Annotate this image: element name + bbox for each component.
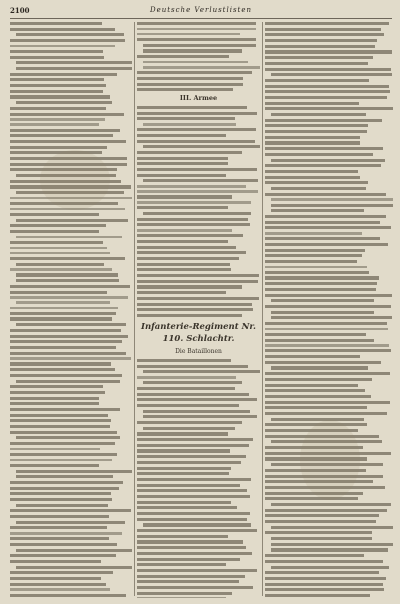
text-line	[16, 61, 132, 64]
text-line	[265, 389, 365, 392]
text-line	[265, 147, 383, 150]
text-line	[137, 112, 257, 115]
text-line	[10, 39, 125, 42]
text-line	[137, 444, 249, 447]
text-line	[265, 588, 384, 591]
text-line	[10, 230, 99, 233]
text-line	[10, 335, 128, 338]
text-line	[271, 113, 366, 116]
text-line	[265, 226, 391, 229]
text-line	[265, 531, 372, 534]
text-line	[137, 529, 257, 532]
text-column-1	[10, 22, 132, 598]
text-line	[143, 212, 251, 215]
text-line	[137, 251, 246, 254]
text-line	[10, 247, 107, 250]
text-line	[10, 571, 113, 574]
text-line	[137, 421, 242, 424]
text-line	[16, 301, 110, 304]
text-line	[10, 73, 117, 76]
text-line	[137, 285, 242, 288]
paper-stain	[40, 150, 110, 210]
text-line	[137, 263, 230, 266]
text-line	[10, 419, 111, 422]
text-line	[137, 83, 243, 86]
text-line	[265, 243, 388, 246]
text-line	[265, 266, 367, 269]
text-line	[16, 263, 104, 266]
text-line	[265, 509, 387, 512]
text-line	[137, 38, 256, 41]
text-line	[137, 268, 231, 271]
text-line	[137, 489, 247, 492]
text-line	[10, 50, 103, 53]
text-line	[10, 391, 105, 394]
section-heading-large: Infanterie-Regiment Nr. 110. Schlachtr.	[140, 321, 256, 344]
text-line	[265, 90, 390, 93]
text-line	[265, 560, 383, 563]
text-line	[10, 515, 109, 518]
text-line	[10, 448, 100, 451]
text-line	[143, 66, 260, 69]
text-line	[10, 554, 116, 557]
text-line	[137, 185, 246, 188]
text-line	[137, 472, 229, 475]
text-line	[137, 303, 252, 306]
text-line	[265, 349, 391, 352]
text-line	[10, 498, 112, 501]
text-line	[271, 537, 372, 540]
section-heading: III. Armee	[179, 93, 218, 102]
page-header	[10, 4, 392, 19]
text-line	[137, 586, 253, 589]
text-line	[271, 159, 385, 162]
text-line	[143, 145, 260, 148]
text-line	[16, 101, 112, 104]
text-line	[10, 414, 108, 417]
text-line	[137, 592, 232, 595]
text-line	[265, 282, 377, 285]
text-line	[143, 415, 257, 418]
text-line	[10, 588, 110, 591]
text-line	[10, 526, 107, 529]
text-line	[10, 22, 102, 25]
text-line	[16, 323, 126, 326]
text-line	[137, 575, 245, 578]
text-line	[265, 294, 392, 297]
text-line	[143, 123, 236, 126]
text-line	[137, 461, 241, 464]
text-line	[10, 268, 112, 271]
text-line	[137, 580, 239, 583]
text-line	[143, 427, 235, 430]
text-line	[143, 523, 251, 526]
text-line	[265, 85, 389, 88]
text-line	[10, 252, 110, 255]
text-line	[137, 291, 226, 294]
text-line	[10, 397, 99, 400]
text-line	[265, 276, 379, 279]
text-line	[16, 33, 124, 36]
text-line	[265, 68, 391, 71]
text-line	[137, 501, 231, 504]
text-line	[10, 509, 131, 512]
text-line	[271, 73, 392, 76]
text-line	[137, 597, 226, 598]
text-line	[265, 378, 372, 381]
text-line	[16, 521, 125, 524]
text-line	[265, 33, 384, 36]
text-line	[10, 442, 115, 445]
text-line	[10, 329, 121, 332]
text-line	[10, 213, 99, 216]
text-line	[10, 84, 106, 87]
text-line	[143, 44, 256, 47]
text-column-3	[265, 22, 393, 598]
text-line	[265, 124, 368, 127]
text-line	[16, 475, 113, 478]
text-line	[265, 520, 376, 523]
text-line	[137, 518, 247, 521]
text-line	[10, 107, 106, 110]
text-line	[265, 56, 373, 59]
text-line	[10, 140, 126, 143]
text-line	[271, 311, 374, 314]
text-line	[143, 179, 258, 182]
text-line	[265, 28, 381, 31]
text-line	[10, 123, 99, 126]
text-line	[10, 453, 117, 456]
text-line	[265, 79, 369, 82]
text-line	[265, 339, 374, 342]
text-line	[271, 316, 392, 319]
text-line	[10, 146, 107, 149]
text-line	[10, 481, 123, 484]
text-line	[265, 401, 390, 404]
text-line	[137, 484, 240, 487]
text-line	[137, 71, 252, 74]
text-line	[265, 119, 382, 122]
text-line	[137, 128, 256, 131]
text-line	[10, 340, 122, 343]
text-line	[265, 406, 367, 409]
text-line	[16, 236, 122, 239]
text-line	[265, 215, 386, 218]
text-line	[137, 28, 256, 31]
text-line	[137, 552, 252, 555]
text-line	[10, 257, 125, 260]
text-line	[10, 90, 103, 93]
text-line	[10, 368, 115, 371]
text-line	[10, 459, 112, 462]
text-line	[265, 333, 366, 336]
text-line	[10, 346, 116, 349]
paper-stain	[300, 420, 360, 500]
text-line	[16, 436, 120, 439]
text-line	[10, 594, 126, 597]
text-line	[10, 352, 126, 355]
text-line	[265, 514, 379, 517]
text-line	[137, 546, 246, 549]
text-line	[10, 291, 107, 294]
text-line	[265, 193, 386, 196]
text-line	[265, 141, 360, 144]
text-line	[10, 374, 122, 377]
text-line	[137, 77, 243, 80]
text-line	[10, 78, 104, 81]
text-line	[137, 569, 257, 572]
text-line	[10, 532, 122, 535]
text-line	[10, 431, 117, 434]
column-divider	[262, 22, 263, 596]
text-line	[137, 140, 255, 143]
text-line	[265, 554, 364, 557]
text-line	[271, 566, 389, 569]
text-line	[137, 162, 228, 165]
text-line	[16, 380, 120, 383]
text-line	[265, 577, 386, 580]
text-line	[265, 45, 375, 48]
text-line	[10, 543, 117, 546]
text-line	[265, 39, 377, 42]
text-line	[137, 223, 250, 226]
text-line	[137, 246, 236, 249]
text-line	[271, 418, 364, 421]
text-line	[10, 492, 111, 495]
text-line	[265, 130, 367, 133]
text-line	[10, 583, 106, 586]
text-line	[271, 187, 366, 190]
text-line	[137, 195, 232, 198]
text-line	[16, 470, 132, 473]
text-line	[265, 260, 357, 263]
text-line	[271, 209, 364, 212]
text-line	[137, 297, 259, 300]
text-line	[137, 387, 235, 390]
text-line	[265, 107, 393, 110]
text-line	[265, 22, 389, 25]
text-line	[10, 425, 110, 428]
text-line	[10, 224, 106, 227]
text-line	[137, 240, 228, 243]
text-line	[265, 232, 362, 235]
text-line	[10, 577, 101, 580]
text-line	[16, 273, 118, 276]
text-line	[265, 62, 368, 65]
text-line	[137, 151, 242, 154]
text-line	[265, 221, 380, 224]
text-line	[271, 526, 393, 529]
text-line	[137, 365, 248, 368]
text-line	[265, 181, 368, 184]
text-line	[143, 381, 242, 384]
text-line	[265, 96, 387, 99]
text-line	[137, 449, 230, 452]
text-line	[265, 361, 381, 364]
text-line	[137, 206, 228, 209]
text-line	[10, 296, 128, 299]
text-line	[10, 357, 131, 360]
text-line	[137, 201, 251, 204]
text-line	[10, 464, 99, 467]
text-line	[137, 393, 249, 396]
text-line	[137, 280, 258, 283]
text-line	[10, 241, 103, 244]
text-line	[137, 359, 231, 362]
text-line	[137, 455, 246, 458]
text-line	[10, 312, 116, 315]
text-line	[143, 61, 248, 64]
text-line	[10, 45, 115, 48]
text-line	[265, 384, 358, 387]
text-line	[137, 33, 240, 36]
text-line	[265, 164, 381, 167]
text-line	[137, 467, 231, 470]
text-line	[137, 432, 228, 435]
text-line	[137, 229, 232, 232]
text-line	[137, 168, 257, 171]
text-line	[265, 571, 379, 574]
text-line	[137, 398, 257, 401]
text-line	[10, 95, 110, 98]
text-line	[16, 549, 132, 552]
page-number: 2100	[10, 6, 30, 15]
text-line	[265, 50, 392, 53]
text-line	[137, 157, 228, 160]
text-line	[143, 49, 242, 52]
text-line	[137, 404, 239, 407]
text-line	[10, 402, 99, 405]
text-column-2	[137, 22, 260, 598]
text-line	[16, 279, 119, 282]
text-line	[265, 594, 370, 597]
text-line	[137, 22, 256, 25]
text-line	[10, 487, 119, 490]
text-line	[265, 372, 390, 375]
text-line	[137, 540, 243, 543]
text-line	[137, 117, 235, 120]
text-line	[10, 118, 105, 121]
text-line	[137, 308, 253, 311]
text-line	[137, 512, 250, 515]
text-line	[271, 198, 393, 201]
text-line	[137, 257, 239, 260]
text-line	[137, 506, 237, 509]
text-line	[271, 366, 368, 369]
text-line	[10, 362, 111, 365]
text-line	[143, 410, 250, 413]
text-line	[137, 438, 253, 441]
text-line	[265, 328, 388, 331]
text-line	[10, 285, 130, 288]
text-line	[271, 503, 391, 506]
text-line	[265, 412, 387, 415]
text-line	[137, 55, 229, 58]
text-line	[10, 307, 118, 310]
text-line	[265, 249, 365, 252]
text-line	[137, 495, 250, 498]
text-line	[265, 254, 362, 257]
text-line	[265, 344, 389, 347]
text-line	[143, 370, 260, 373]
text-line	[137, 134, 226, 137]
text-line	[137, 234, 243, 237]
text-line	[10, 408, 120, 411]
text-line	[265, 497, 358, 500]
text-line	[137, 535, 228, 538]
subsection-heading: Die Bataillonen	[175, 347, 222, 355]
text-line	[137, 274, 259, 277]
text-line	[265, 583, 383, 586]
text-line	[265, 176, 360, 179]
text-line	[265, 237, 380, 240]
text-line	[137, 190, 258, 193]
text-line	[16, 219, 128, 222]
text-line	[10, 56, 104, 59]
text-line	[137, 558, 240, 561]
text-line	[10, 28, 115, 31]
text-line	[16, 67, 132, 70]
text-line	[265, 271, 369, 274]
text-line	[271, 543, 393, 546]
text-line	[265, 153, 373, 156]
text-line	[16, 504, 108, 507]
text-line	[137, 218, 248, 221]
text-line	[265, 395, 371, 398]
text-line	[137, 478, 251, 481]
text-line	[271, 299, 374, 302]
text-line	[10, 317, 112, 320]
text-line	[265, 305, 391, 308]
text-line	[10, 537, 109, 540]
text-line	[16, 566, 132, 569]
text-line	[271, 548, 388, 551]
text-line	[10, 385, 103, 388]
text-line	[265, 322, 387, 325]
text-line	[10, 560, 101, 563]
text-line	[265, 136, 360, 139]
text-line	[265, 355, 360, 358]
text-line	[10, 129, 120, 132]
text-line	[265, 170, 358, 173]
text-line	[137, 88, 233, 91]
text-line	[137, 314, 242, 317]
text-line	[265, 102, 359, 105]
text-line	[271, 204, 393, 207]
page-title: Deutsche Verlustlisten	[149, 6, 253, 14]
text-line	[10, 134, 113, 137]
column-divider	[134, 22, 135, 596]
text-line	[10, 113, 124, 116]
text-line	[137, 174, 226, 177]
text-line	[137, 106, 247, 109]
text-line	[265, 288, 376, 291]
text-line	[137, 563, 226, 566]
text-line	[137, 376, 236, 379]
